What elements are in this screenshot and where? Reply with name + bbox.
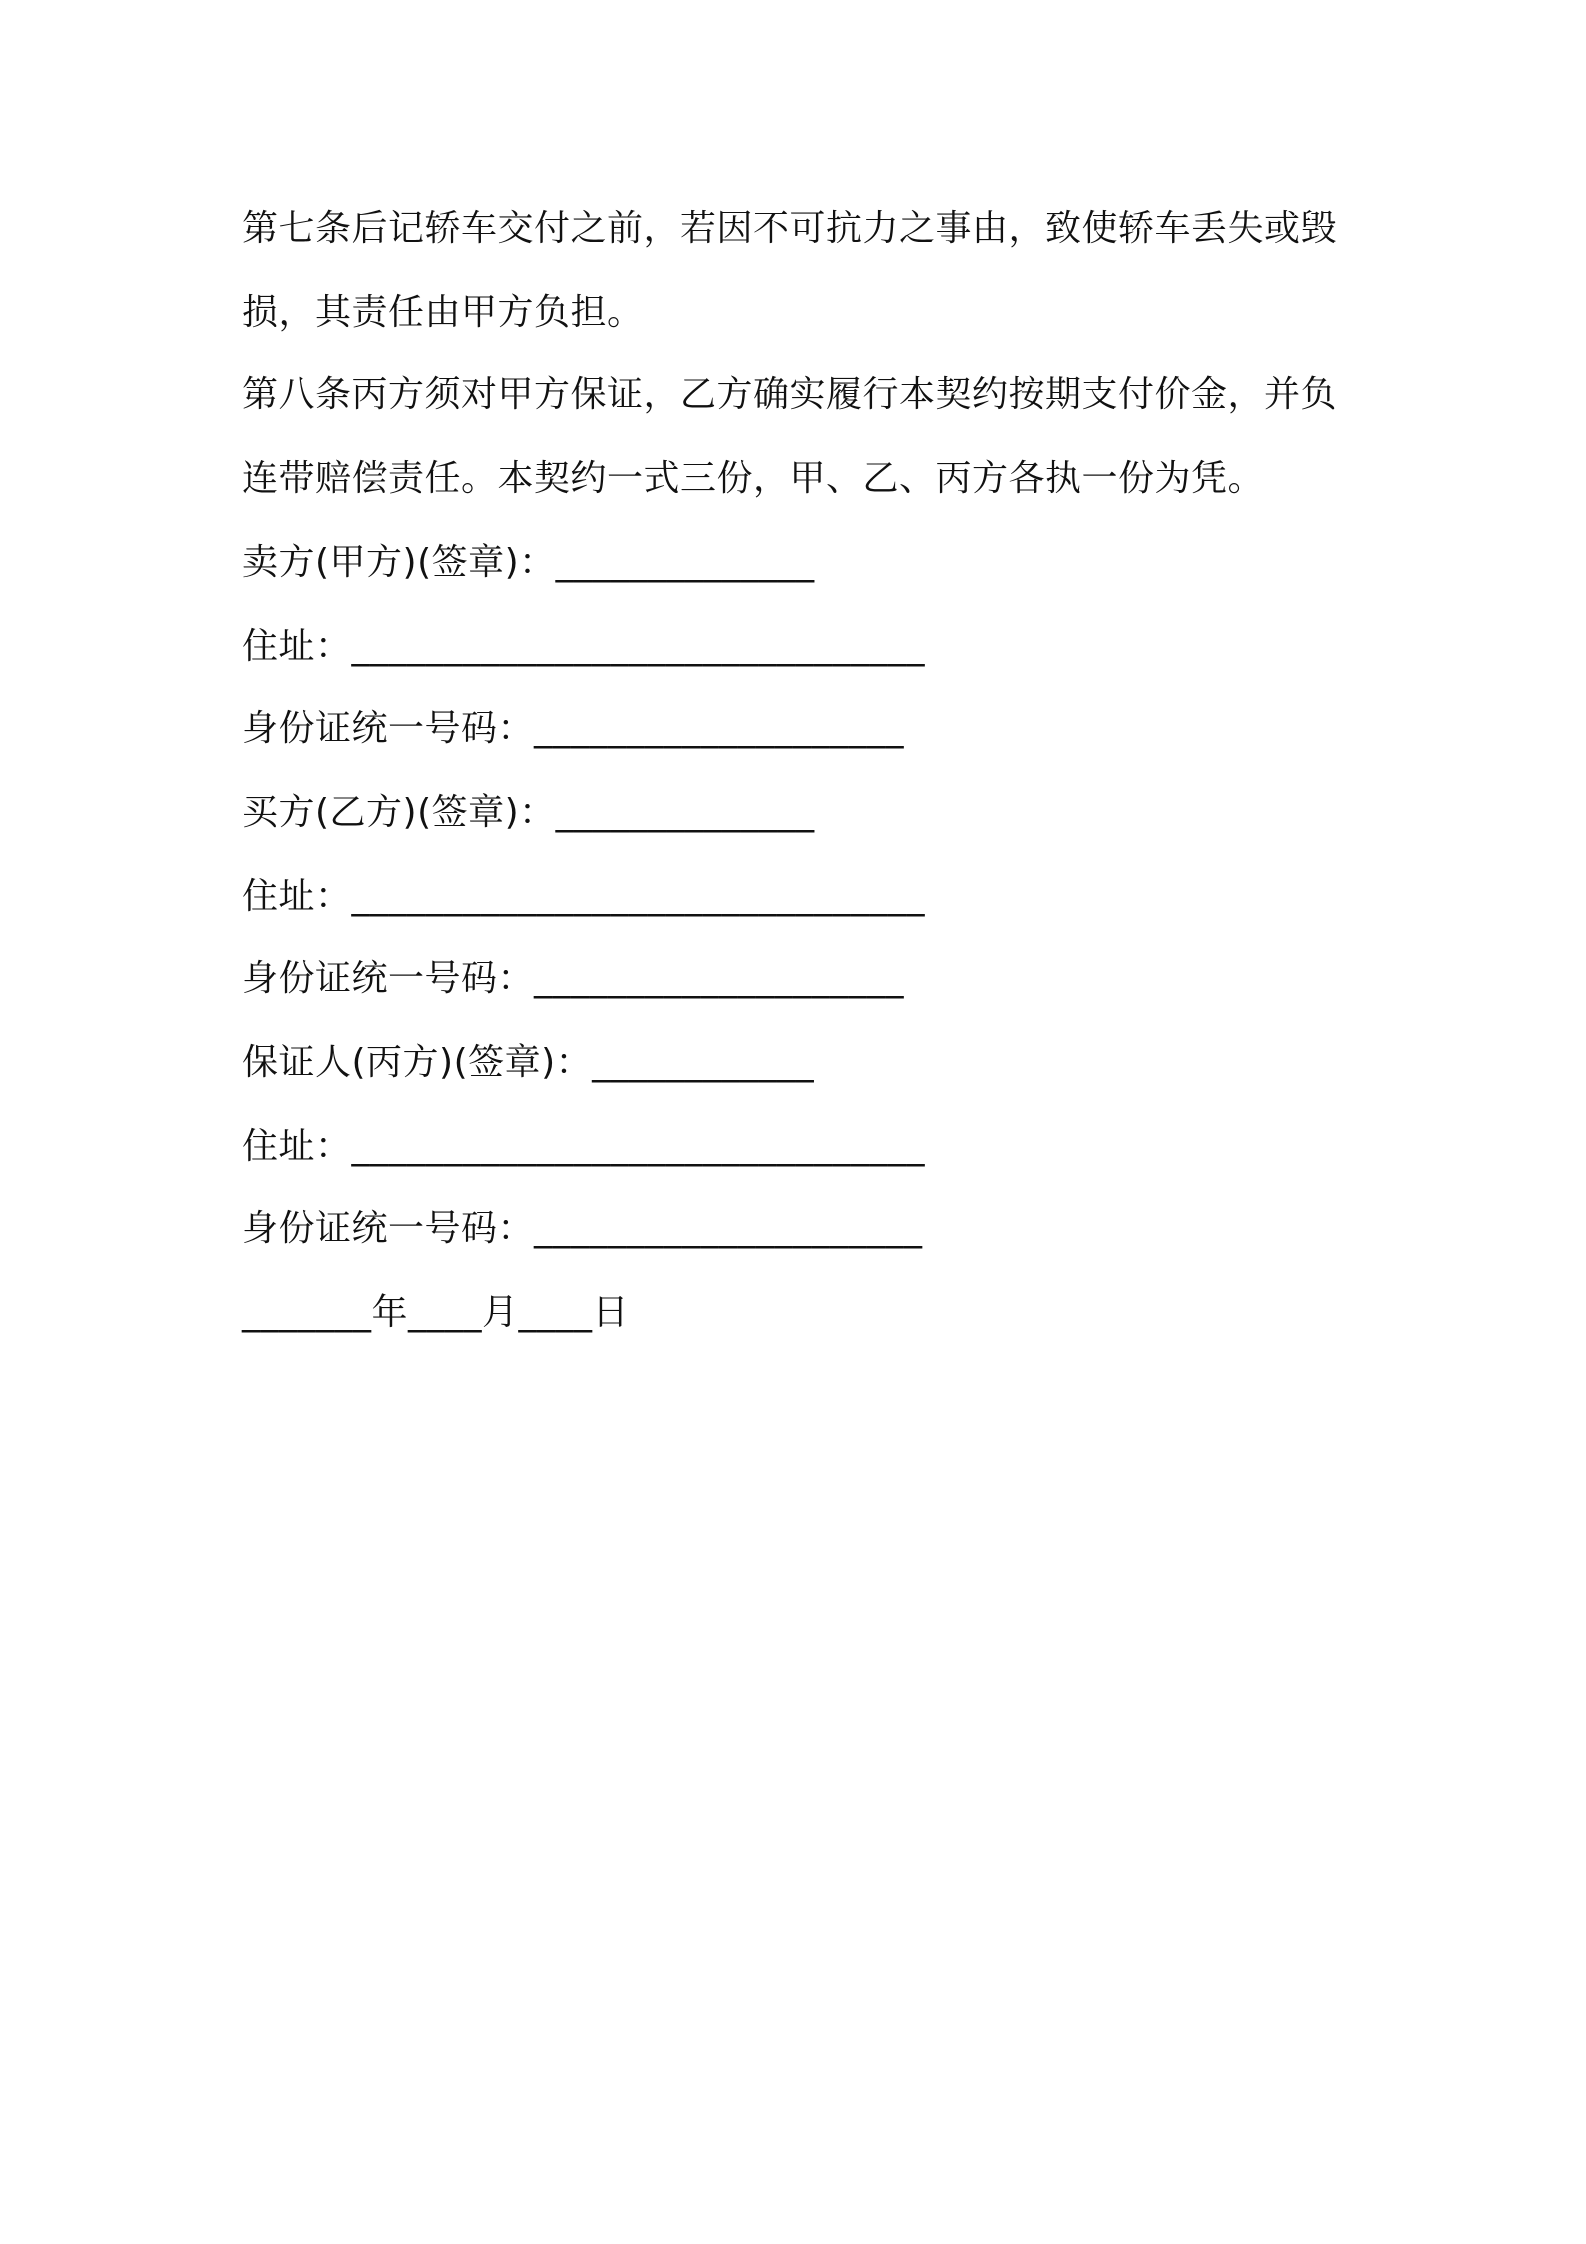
article-7-line-2: 损，其责任由甲方负担。 (242, 292, 644, 333)
guarantor-signature-field: 保证人(丙方)(签章)：____________ (242, 1042, 815, 1083)
guarantor-address-field: 住址：_______________________________ (242, 1126, 926, 1167)
guarantor-id-field: 身份证统一号码：_____________________ (242, 1208, 923, 1249)
buyer-address-field: 住址：_______________________________ (242, 876, 926, 917)
seller-signature-field: 卖方(甲方)(签章)：______________ (242, 542, 815, 583)
seller-address-field: 住址：_______________________________ (242, 626, 926, 667)
buyer-id-field: 身份证统一号码：____________________ (242, 958, 905, 999)
seller-id-field: 身份证统一号码：____________________ (242, 708, 905, 749)
article-7-line-1: 第七条后记轿车交付之前，若因不可抗力之事由，致使轿车丢失或毁 (242, 208, 1338, 249)
article-8-line-2: 连带赔偿责任。本契约一式三份，甲、乙、丙方各执一份为凭。 (242, 458, 1265, 499)
buyer-signature-field: 买方(乙方)(签章)：______________ (242, 792, 815, 833)
date-line: _______年____月____日 (242, 1292, 630, 1333)
article-8-line-1: 第八条丙方须对甲方保证，乙方确实履行本契约按期支付价金，并负 (242, 374, 1338, 415)
